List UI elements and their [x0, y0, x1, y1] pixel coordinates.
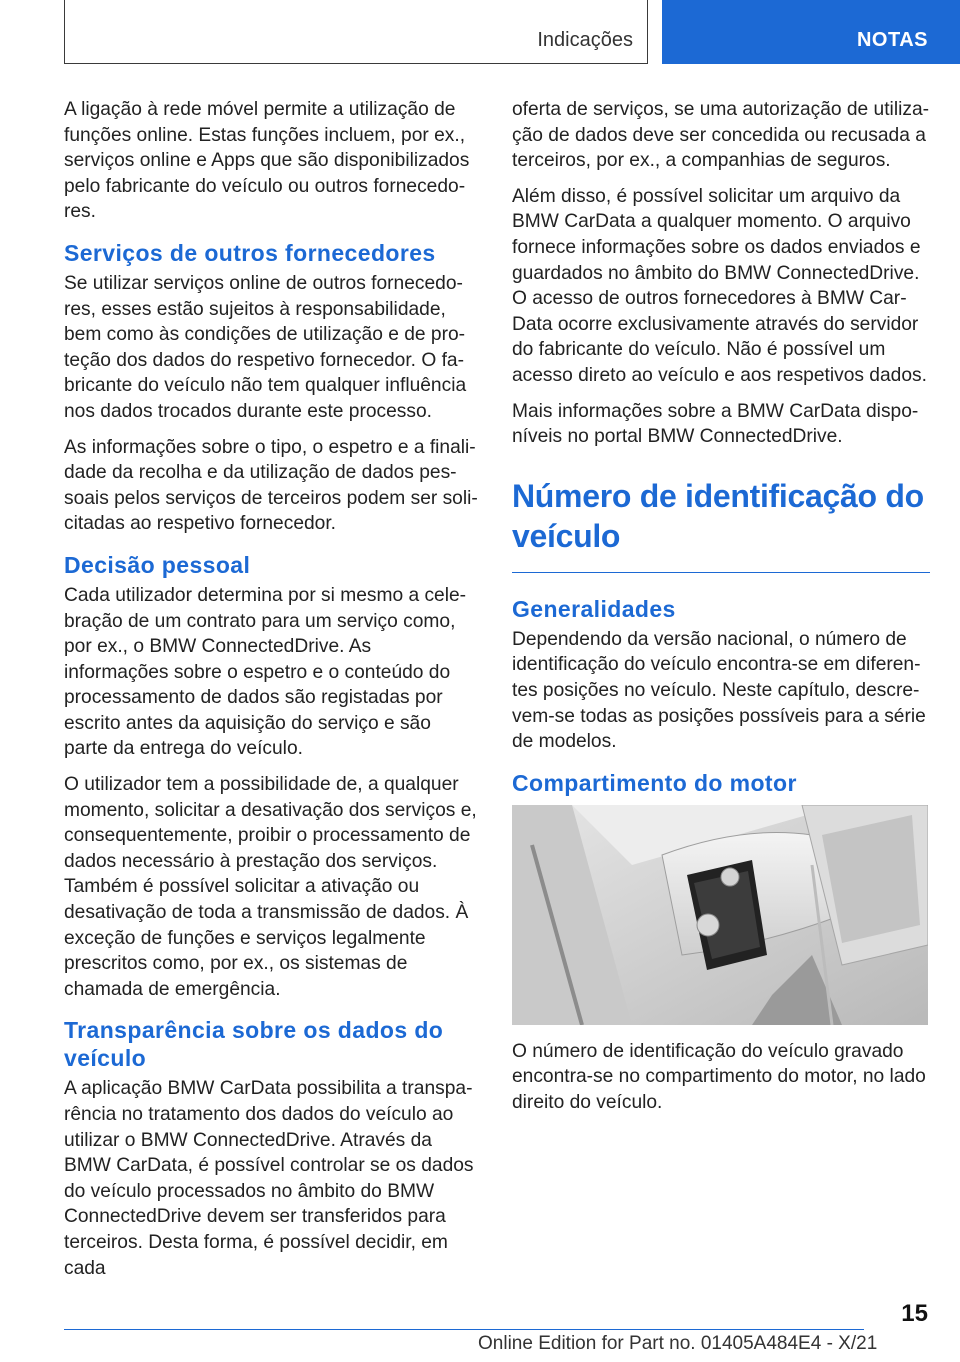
heading-compartimento: Compartimento do motor	[512, 769, 797, 796]
paragraph: O utilizador tem a possibilidade de, a qualquer momento, solicitar a desativação dos serviços e, consequentemente, proibir o processamento de dados necessário à prestação dos serviços. Também é possível solicitar a ativação ou desativação de toda a transmissão de dados. À exceção de funções e serviços legalmente prescritos como, por ex., os sistemas de chamada de emergência.	[64, 774, 477, 1000]
paragraph: A ligação à rede móvel permite a utilização de funções online. Estas funções incluem, por ex., serviços online e Apps que são disponibilizados pelo fabricante do veículo ou outros fornecedores.	[64, 99, 470, 223]
heading-transparencia: Transparência sobre os dados do veículo	[64, 1017, 444, 1072]
header-section-label: Indicações	[537, 29, 633, 51]
paragraph: O número de identificação do veículo gravado encontra-se no compartimento do motor, no lado direito do veículo.	[512, 1040, 926, 1113]
paragraph: A aplicação BMW CarData possibilita a transparência no tratamento dos dados do veículo ao utilizar o BMW ConnectedDrive. Através da BMW CarData, é possível controlar se os dados do veículo processados no âmbito do BMW ConnectedDrive devem ser transferidos para terceiros. Desta forma, é possível decidir, em cada	[64, 1078, 474, 1279]
heading-servicos: Serviços de outros fornecedores	[64, 239, 436, 266]
engine-compartment-photo	[512, 805, 928, 1025]
paragraph: oferta de serviços, se uma autorização de utilização de dados deve ser concedida ou recusada a terceiros, por ex., a companhias de seguros.	[512, 99, 930, 172]
heading-generalidades: Generalidades	[512, 595, 676, 622]
heading-decisao: Decisão pessoal	[64, 551, 251, 578]
left-column	[64, 97, 478, 1291]
page-number: 15	[901, 1300, 928, 1327]
paragraph: Dependendo da versão nacional, o número de identificação do veículo encontra-se em diferentes posições no veículo. Neste capítulo, descrevem-se todas as posições possíveis para a série de modelos.	[512, 628, 926, 753]
heading-numero-identificacao: Número de identificação do veículo	[512, 477, 924, 554]
paragraph: Se utilizar serviços online de outros fornecedores, esses estão sujeitos à responsabilidade, bem como às condições de utilização e de proteção dos dados do respetivo fornecedor. O fabricante do veículo não tem qualquer influência nos dados trocados durante este processo.	[64, 272, 467, 422]
paragraph: As informações sobre o tipo, o espetro e a finalidade da recolha e da utilização de dados pessoais pelos serviços de terceiros podem ser solicitadas ao respetivo fornecedor.	[64, 436, 478, 535]
paragraph: Além disso, é possível solicitar um arquivo da BMW CarData a qualquer momento. O arquivo fornece informações sobre os dados enviados e guardados no âmbito do BMW ConnectedDrive. O acesso de outros fornecedores à BMW CarData ocorre exclusivamente através do servidor do fabricante do veículo. Não é possível um acesso direto ao veículo e aos respetivos dados.	[512, 185, 927, 386]
footer-divider	[64, 1329, 864, 1330]
header-section-box	[64, 0, 648, 64]
paragraph: Cada utilizador determina por si mesmo a celebração de um contrato para um serviço como, por ex., o BMW ConnectedDrive. As informações sobre o espetro e o conteúdo do processamento de dados são registadas por escrito antes da aquisição do serviço e são parte da entrega do veículo.	[64, 584, 467, 760]
header-chapter-label: NOTAS	[856, 29, 928, 51]
right-column	[512, 97, 930, 1125]
footer-edition: Online Edition for Part no. 01405A484E4 - X/21	[478, 1333, 878, 1354]
header-chapter-tab	[662, 0, 960, 64]
paragraph: Mais informações sobre a BMW CarData disponíveis no portal BMW ConnectedDrive.	[512, 400, 919, 448]
heading-divider	[512, 572, 930, 573]
